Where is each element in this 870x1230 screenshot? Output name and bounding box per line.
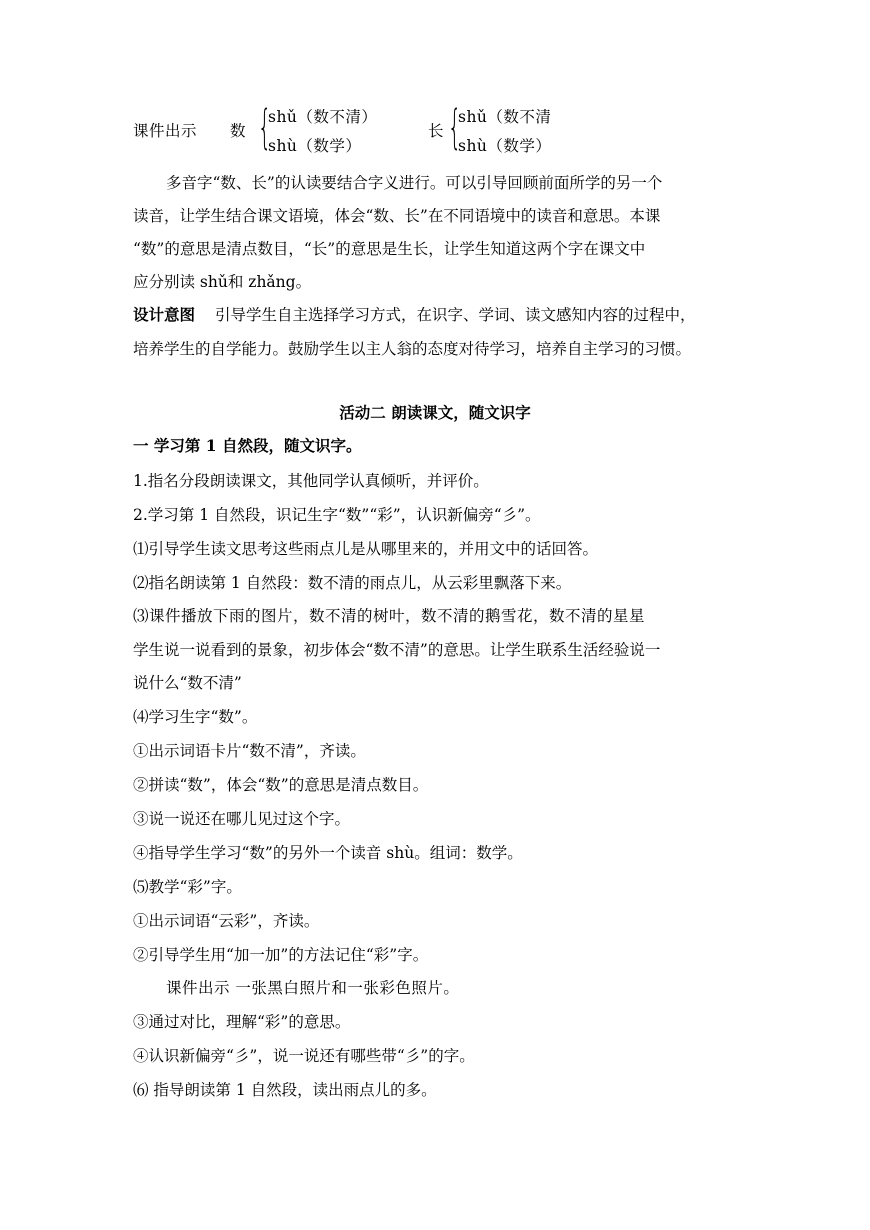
content-line: ①出示词语“云彩”，齐读。 <box>133 912 320 930</box>
content-line: ⑶课件播放下雨的图片，数不清的树叶，数不清的鹅雪花，数不清的星星 <box>133 607 646 625</box>
paragraph-line: 应分别读 shǔ和 zhǎng。 <box>133 273 312 291</box>
activity-heading: 活动二 朗读课文，随文识字 <box>339 403 531 422</box>
content-line: ③通过对比，理解“彩”的意思。 <box>133 1013 351 1031</box>
paragraph-line: 引导学生自主选择学习方式，在识字、学词、读文感知内容的过程中， <box>215 306 696 324</box>
content-line: ⑷学习生字“数”。 <box>133 708 258 726</box>
shu-reading-2: shù（数学） <box>268 137 362 155</box>
content-line: ③说一说还在哪儿见过这个字。 <box>133 810 351 828</box>
content-line: 1.指名分段朗读课文，其他同学认真倾听，并评价。 <box>133 472 489 490</box>
content-line: ⑸教学“彩”字。 <box>133 878 242 896</box>
left-brace-icon: { <box>258 100 272 154</box>
chang-reading-2: shù（数学） <box>458 137 552 155</box>
section-title: 一 学习第 1 自然段，随文识字。 <box>133 436 362 455</box>
courseware-label: 课件出示 <box>133 122 198 140</box>
char-chang: 长 <box>428 122 444 140</box>
paragraph-line: “数”的意思是清点数目，“长”的意思是生长，让学生知道这两个字在课文中 <box>133 240 646 258</box>
chang-reading-1: shǔ（数不清 <box>458 108 552 126</box>
shu-reading-1: shǔ（数不清） <box>268 108 378 126</box>
content-line: ⑹ 指导朗读第 1 自然段，读出雨点儿的多。 <box>133 1081 437 1099</box>
paragraph-line: 多音字“数、长”的认读要结合字义进行。可以引导回顾前面所学的另一个 <box>166 174 663 192</box>
content-line: 学生说一说看到的景象，初步体会“数不清”的意思。让学生联系生活经验说一 <box>133 641 661 659</box>
content-line: 说什么“数不清” <box>133 674 242 692</box>
content-line: ①出示词语卡片“数不清”，齐读。 <box>133 742 366 760</box>
paragraph-line: 读音，让学生结合课文语境，体会“数、长”在不同语境中的读音和意思。本课 <box>133 207 661 225</box>
design-intent-label: 设计意图 <box>133 305 196 324</box>
content-line: ④认识新偏旁“彡”，说一说还有哪些带“彡”的字。 <box>133 1047 475 1065</box>
char-shu: 数 <box>230 122 246 140</box>
content-line: ⑴引导学生读文思考这些雨点儿是从哪里来的，并用文中的话回答。 <box>133 540 599 558</box>
content-line: ④指导学生学习“数”的另外一个读音 shù。组词：数学。 <box>133 844 523 862</box>
content-line: ⑵指名朗读第 1 自然段：数不清的雨点儿，从云彩里飘落下来。 <box>133 574 572 592</box>
left-brace-icon: { <box>448 100 462 154</box>
content-line: ②拼读“数”，体会“数”的意思是清点数目。 <box>133 776 429 794</box>
paragraph-line: 培养学生的自学能力。鼓励学生以主人翁的态度对待学习，培养自主学习的习惯。 <box>133 340 692 358</box>
content-line: ②引导学生用“加一加”的方法记住“彩”字。 <box>133 946 429 964</box>
courseware-note: 课件出示 一张黑白照片和一张彩色照片。 <box>166 979 460 997</box>
content-line: 2.学习第 1 自然段，识记生字“数”“彩”，认识新偏旁“彡”。 <box>133 506 541 524</box>
